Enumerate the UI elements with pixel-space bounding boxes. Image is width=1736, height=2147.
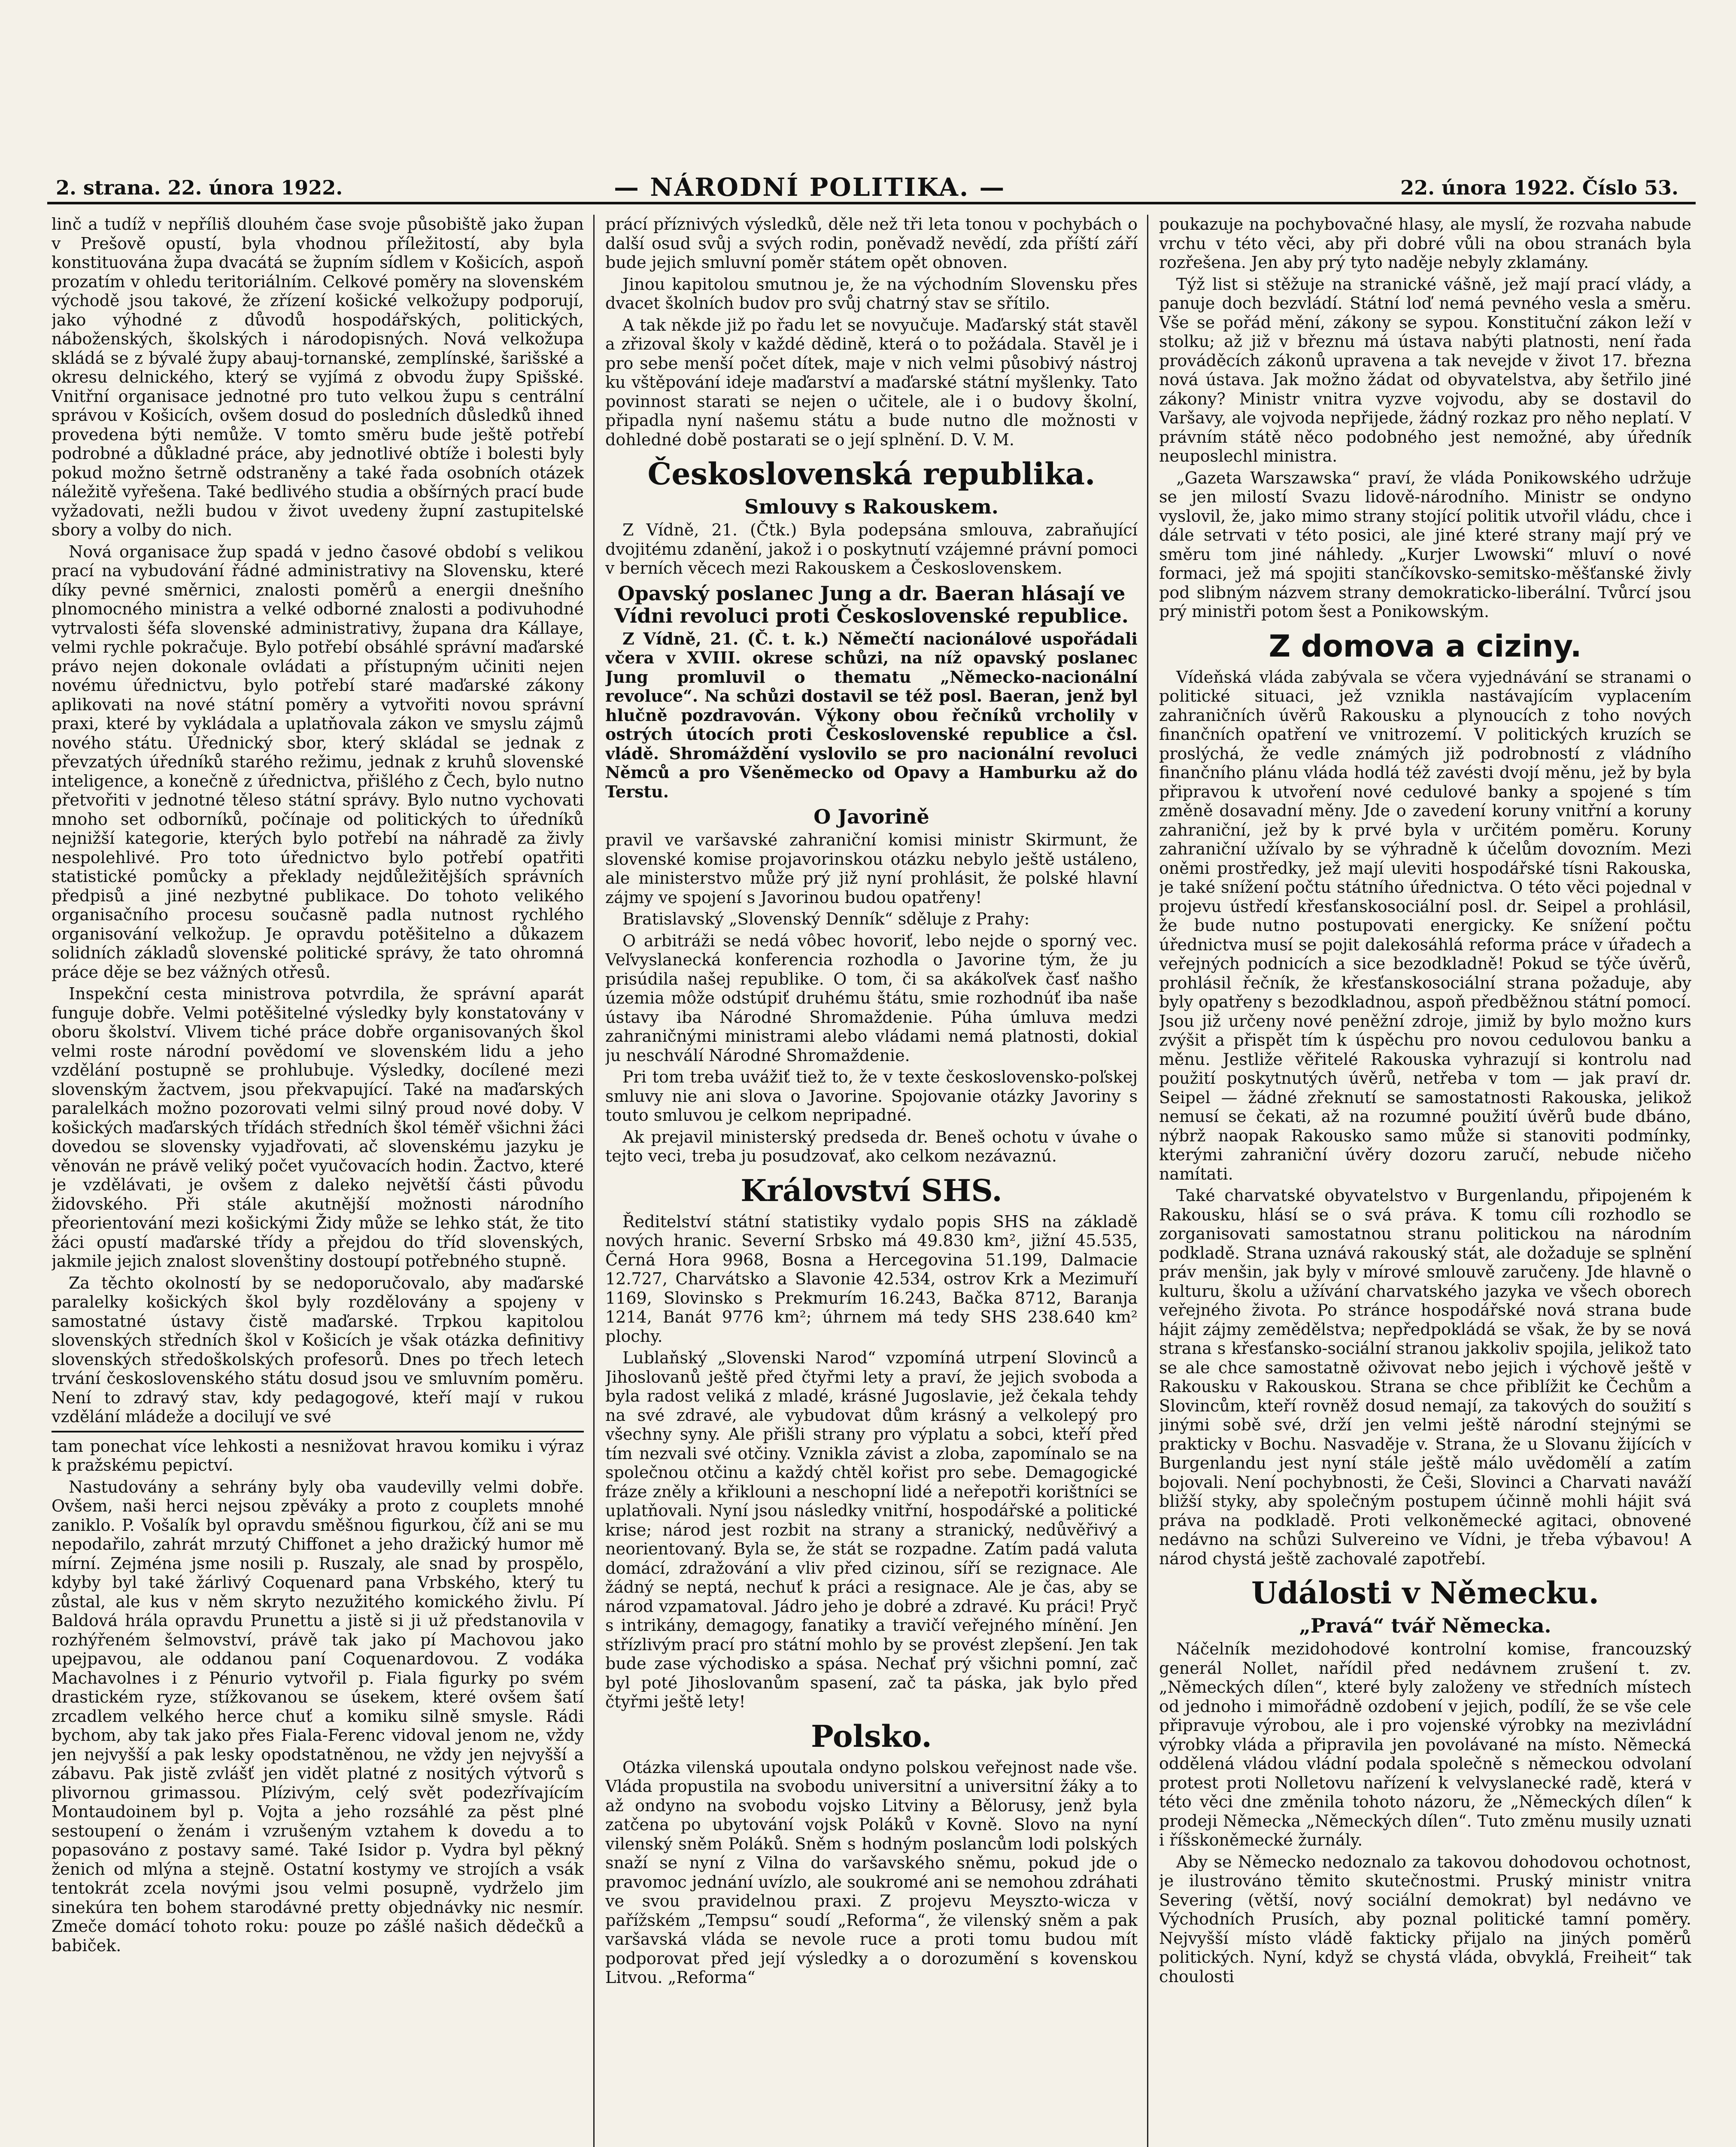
column-divider xyxy=(1147,215,1148,2147)
masthead: — NÁRODNÍ POLITIKA. — xyxy=(614,173,1006,202)
article-paragraph: Aby se Německo nedoznalo za takovou dohodovou ochotnost, je ilustrováno těmito skutečnostmi. Pruský ministr vnitra Severing (větší, nový sociální demokrat) byl nedávno ve Východních Prusích, aby poznal politické tamní poměry. Nejvyšší místo vládě fakticky přijalo na jiných poměrů politických. Nyní, když se chystá vláda, obvyklá, Freiheit“ tak choulosti xyxy=(1159,1852,1691,1986)
article-paragraph: prácí příznivých výsledků, děle než tři leta tonou v pochybách o další osud svůj a svých rodin, poněvadž nevědí, zda příští září bude jejich smluvní poměr státem opět obnoven. xyxy=(605,215,1138,272)
feuilleton-paragraph: Nastudovány a sehrány byly oba vaudevilly velmi dobře. Ovšem, naši herci nejsou zpěváky a proto z couplets mnohé zaniklo. P. Vošalík byl opravdu směšnou figurkou, číž ani se mu nepodařilo, zahrát mrzutý Chiffonet a jeho dražický humor mě mírní. Zejména jsme nosili p. Ruszaly, ale snad by prospělo, kdyby byl také žárlivý Coquenard pana Vrbského, který tu zůstal, ale kus v něm skryto nezužitého komického živlu. Pí Baldová hrála opravdu Prunettu a jistě si ji už předstanovila v rozhýřeném šelmovství, právě tak jako pí Machovou jako upejpavou, ale oddanou paní Coquenardovou. Z vodáka Machavolnes i z Pénurio vytvořil p. Fiala figurky po svém drastickém ryze, stížkovanou se úsekem, které ovšem šatí zrcadlem velkého herce chuť a komiku silně smysle. Rádi bychom, aby tak jako přes Fiala-Ferenc vidoval jenom ne, vždy jen nejvyšší a pak lesky opodstatněnou, ne vždy jen nejvyšší a zábavu. Pak jistě zvlášť jen vidět platné z nositých výtvorů s plivornou grimassou. Plízivým, celý svět podezřívajícím Montaudoinem byl p. Vojta a jeho rozsáhlé za pěst plné sestoupení o ženám i vzrušeným vztahem k dovedu a to popasováno z postavy samé. Také Isidor p. Vydra byl pěkný ženich od mlýna a stejně. Ostatní kostymy ve strojích a vsák tentokrát zcela novými jsou velmi posupně, vydrželo jim sinekúra ten bohem starodávné pretty objednávky nic nesmír. Zmeče domácí tohoto roku: pouze po zášlé našich dědečků a babiček. xyxy=(52,1477,584,1955)
article-heading: Smlouvy s Rakouskem. xyxy=(744,495,999,518)
section-heading: Z domova a ciziny. xyxy=(1269,628,1582,664)
article-paragraph: O arbitráži se nedá vôbec hovoriť, lebo nejde o sporný vec. Veľvyslanecká konferencia rozhodla o Javorine tým, že ju prisúdila našej republike. O tom, či sa akákoľvek časť našho územia môže odstúpiť druhému štátu, smie rozhodnúť iba naše ústavy iba Národné Shromaždenie. Púha úmluva medzi zahraničnými ministrami alebo vládami nemá platnosti, dokiaľ ju neschválí Národné Shromaždenie. xyxy=(605,931,1138,1065)
column-divider xyxy=(593,215,595,2147)
article-paragraph: „Gazeta Warszawska“ praví, že vláda Ponikowského udržuje se jen milostí Svazu lidově-národního. Ministr se ondyno vyslovil, že, jako mimo strany stojící politik utvořil vládu, chce i dále setrvati v této posici, ale jiné které strany mají prý ve směru tom jiné náhledy. „Kurjer Lwowski“ mluví o nové formaci, jež má spojiti stančíkovsko-semitsko-měšťanské živly pod slibným názvem strany demokraticko-liberální. Tvůrcí jsou prý ministři potom šest a Ponikowským. xyxy=(1159,468,1691,621)
article-paragraph: Z Vídně, 21. (Čtk.) Byla podepsána smlouva, zabraňující dvojitému zdanění, jakož i o poskytnutí vzájemné právní pomoci v berních věcech mezi Rakouskem a Československem. xyxy=(605,520,1138,578)
article-paragraph: Inspekční cesta ministrova potvrdila, že správní aparát funguje dobře. Velmi potěšitelné výsledky byly konstatovány v oboru školství. Vlivem tiché práce dobře organisovaných škol velmi roste národní povědomí ve slovenském lidu a jeho vzdělání postupně se prohlubuje. Výsledky, docílené mezi slovenským žactvem, jsou překvapující. Také na maďarských paralelkách možno pozorovati velmi silný proud nové doby. V košických maďarských třídách středních škol téměř všichni žáci dovedou se slovensky vyjadřovati, ač slovenskému jazyku je věnován ne právě veliký počet vyučovacích hodin. Žactvo, které je vzdělávati, je ovšem z daleko největší části původu židovského. Při stále akutnější možnosti národního přeorientování mezi košickými Židy může se lehko stát, že tito žáci opustí maďarské třídy a přejdou do tříd slovenských, jakmile jejich znalost slovenštiny dostoupí potřebného stupně. xyxy=(52,984,584,1271)
section-heading: Události v Německu. xyxy=(1251,1575,1599,1611)
article-paragraph: Pri tom treba uvážiť tiež to, že v texte československo-poľskej smluvy nie ani slova o Javorine. Spojovanie otázky Javoriny s touto smluvou je celkom nepripadné. xyxy=(605,1067,1138,1125)
article-paragraph: Otázka vilenská upoutala ondyno polskou veřejnost nade vše. Vláda propustila na svobodu universitní a universitní žáky a to až ondyno na svobodu vojsko Litviny a Bělorusy, jenž byla zatčena po ubytování vojsk Poláků v Kovně. Slovo na nyní vilenský sněm Poláků. Sněm s hodným poslancům lodi polských snaží se nyní z Vilna do varšavského sněmu, pokud jde o pravomoc jednání uvízlo, ale soukromé ani se nemohou zdráhati ve svou pravidelnou praxi. Z projevu Meyszto-wicza v pařížském „Tempsu“ soudí „Reforma“, že vilenský sněm a pak varšavská vláda se nevole ruce a proti tomu budou mít podporovat před její výsledky a o dorozumění s kovenskou Litvou. „Reforma“ xyxy=(605,1758,1138,1987)
article-paragraph: Jinou kapitolou smutnou je, že na východním Slovensku přes dvacet školních budov pro svůj chatrný stav se sřítilo. xyxy=(605,274,1138,313)
column-2 xyxy=(605,215,1138,2147)
article-paragraph: Také charvatské obyvatelstvo v Burgenlandu, připojeném k Rakousku, hlásí se o svá práva. K tomu cíli rozhodlo se zorganisovati samostatnou stranu politickou na národním podkladě. Strana uznává rakouský stát, ale dožaduje se splnění práv menšin, jak byly v mírové smlouvě zaručeny. Jde hlavně o kulturu, školu a užívání charvatského jazyka ve všech oborech veřejného života. Po stránce hospodářské nová strana bude hájit zájmy zemědělstva; nepředpokládá se však, že by se nová strana s křesťansko-sociální stranou jakkoliv spojila, jelikož tato se ale chce samostatně oživovat nebo jejich i výchově ještě v Rakousku v Rakouskou. Strana se chce přiblížit ke Čechům a Slovincům, kteří rovněž dosud nemají, za takových do soužití s jinými sobě své, drží jen velmi ještě národní stejnými se prakticky v Bochu. Nasvaděje v. Strana, že u Slovanu žijících v Burgenlandu jest nyní stále ještě málo uvědomělí a zatím bojovali. Není pochybnosti, že Češi, Slovinci a Charvati naváží bližší styky, aby společným postupem účinně mohli hájit svá práva na podkladě. Proti velkoněmecké agitaci, obnovené nedávno na schůzi Sulvereino ve Vídni, je třeba výbavou! A národ chystá ještě zachovalé zapotřebí. xyxy=(1159,1186,1691,1568)
article-paragraph: pravil ve varšavské zahraniční komisi ministr Skirmunt, že slovenské komise projavorinskou otázku nebylo ještě ustáleno, ale ministerstvo může prý již nyní prohlásit, že polské hlavní zájmy ve spojení s Javorinou budou opatřeny! xyxy=(605,830,1138,907)
section-heading: Polsko. xyxy=(811,1718,932,1754)
article-paragraph: A tak někde již po řadu let se novyučuje. Maďarský stát stavěl a zřizoval školy v každé dědině, která o to požádala. Stavěl je i pro sebe menší počet dítek, maje v nich velmi působivý nástroj ku vštěpování ideje maďarství a maďarské státní myšlenky. Tato povinnost starati se nejen o učitele, ale i o budovy školní, připadla nyní našemu státu a bude nutno dle možnosti v dohledné době postarati se o její splnění. D. V. M. xyxy=(605,315,1138,449)
article-paragraph: Za těchto okolností by se nedoporučovalo, aby maďarské paralelky košických škol byly rozdělovány a spojeny v samostatné ústavy čistě maďarské. Trpkou kapitolou slovenských středních škol v Košicích je však otázka definitivy slovenských středoškolských profesorů. Dnes po třech letech trvání československého státu dosud jsou ve smluvním poměru. Není to zdravý stav, kdy pedagogové, kteří mají v rukou vzdělání mládeže a docilují ve své xyxy=(52,1273,584,1426)
article-heading: „Pravá“ tvář Německa. xyxy=(1299,1614,1551,1637)
column-1 xyxy=(52,215,584,2147)
article-paragraph: Náčelník mezidohodové kontrolní komise, francouzský generál Nollet, nařídil před nedávnem zrušení t. zv. „Německých dílen“, které byly založeny ve středních místech od jednoho i mimořádně ozdobení v jejich, podílí, že se vše cele připravuje výrobou, ale i pro vojenské výrobky na mezivládní výrobky vláda a připravila jen povolávané na místo. Německá oddělená vládou vládní podala společně s německou odvolaní protest proti Nolletovu nařízení k velvyslanecké radě, která v této věci dne změnila tohoto názoru, že „Německých dílen“ k prodeji Německa „Německých dílen“. Tuto změnu musily uznati i říšskoněmecké žurnály. xyxy=(1159,1639,1691,1849)
header-rule xyxy=(47,202,1696,204)
article-paragraph: linč a tudíž v nepříliš dlouhém čase svoje působiště jako župan v Prešově opustí, byla vhodnou příležitostí, aby byla konstituována župa dvacátá se župním sídlem v Košicích, aspoň prozatím v ohledu teritoriálním. Celkové poměry na slovenském východě jsou takové, že zřízení košické velkožupy podporují, jako výhodné z důvodů hospodářských, politických, náboženských, školských i národopisných. Nová velkožupa skládá se z bývalé župy abauj-tornanské, zemplínské, šarišské a okresu delnického, který se vyjímá z obvodu župy Spišské. Vnitřní organisace jednotné pro tuto velkou župu s centrální správou v Košicích, ovšem dosud do posledních důsledků ihned provedena býti nemůže. V tomto směru bude ještě potřebí podrobné a důkladné práce, aby jednotlivé obtíže i bolesti byly pokud možno šetrně odstraněny a také řada osobních otázek náležitě vyřešena. Také bedlivého studia a obšírných prací bude vyžadovati, nežli budou v život uvedeny župní zastupitelské sbory a volby do nich. xyxy=(52,215,584,539)
newspaper-page xyxy=(47,26,1696,2147)
page-header xyxy=(47,163,1696,202)
article-paragraph: Ak prejavil ministerský predseda dr. Beneš ochotu v úvahe o tejto veci, treba ju posudzovať, ako celkom nezávaznú. xyxy=(605,1127,1138,1165)
article-paragraph: Lublaňský „Slovenski Narod“ vzpomíná utrpení Slovinců a Jihoslovanů ještě před čtyřmi lety a praví, že jejich svoboda a byla radost veliká z mladé, krásné Jugoslavie, jež čekala tehdy na své zdravé, ale vybudovat dům krásný a velkolepý pro všechny syny. Ale přišli strany pro výplatu a sobci, kteří před tím nezvali své otčiny. Vznikla závist a zloba, zapomínalo se na společnou otčinu a každý chtěl kořist pro sebe. Demagogické fráze zněly a křiklouni a neschopní lidé a neřepotři korištníci se uplatňovali. Nyní jsou následky vnitřní, hospodářské a politické krise; národ jest rozbit na strany a stranický, nedůvěřivý a neorientovaný. Byla se, že stát se rozpadne. Zatím padá valuta domácí, zdražování a vliv před cizinou, síří se rezignace. Ale žádný se neptá, nechuť k práci a resignace. Ale je čas, aby se národ vzpamatoval. Jádro jeho je dobré a zdravé. Ku práci! Pryč s intrikány, demagogy, fanatiky a travičí veřejného mínění. Jen střízlivým prací pro státní mohlo by se provést zlepšení. Jen tak bude zase východisko a spása. Nechať prý všichni pomní, zač byl poté Jihoslovanům spasení, zač ta páska, jak bylo před čtyřmi ještě lety! xyxy=(605,1348,1138,1711)
column-3 xyxy=(1159,215,1691,2147)
article-paragraph: Bratislavský „Slovenský Denník“ sděluje z Prahy: xyxy=(622,909,1030,928)
feuilleton-rule xyxy=(52,1431,584,1432)
article-paragraph: Z Vídně, 21. (Č. t. k.) Němečtí nacionálové uspořádali včera v XVIII. okrese schůzi, na níž opavský poslanec Jung promluvil o thematu „Německo-nacionální revoluce“. Na schůzi dostavil se též posl. Baeran, jenž byl hlučně pozdravován. Výkony obou řečníků vrcholily v ostrých útocích proti Československé republice a čsl. vládě. Shromáždění vyslovilo se pro nacionální revoluci Němců a pro Všeněmecko od Opavy a Hamburku až do Terstu. xyxy=(605,629,1138,801)
article-paragraph: Týž list si stěžuje na stranické vášně, jež mají prací vlády, a panuje doch bezvládí. Státní loď nemá pevného vesla a směru. Vše se pořád mění, zákony se sypou. Konstituční zákon leží v stolku; až již v březnu má ústava nabýti platnosti, není řada prováděcích zákonů upravena a tak nevejde v život 17. března nová ústava. Jak možno žádat od obyvatelstva, aby šetřilo jiné zákony? Ministr vnitra vyzve vojvodu, aby se dostavil do Varšavy, ale vojvoda nepřijede, žádný rozkaz pro něho neplatí. V právním státě něco podobného jest nemožné, aby úředník neuposlechl ministra. xyxy=(1159,274,1691,465)
section-heading: Československá republika. xyxy=(647,456,1096,492)
article-heading: Opavský poslanec Jung a dr. Baeran hlásají ve Vídni revoluci proti Československé republice. xyxy=(614,581,1129,627)
article-paragraph: Ředitelství státní statistiky vydalo popis SHS na základě nových hranic. Severní Srbsko má 49.830 km², jižní 45.535, Černá Hora 9968, Bosna a Hercegovina 51.199, Dalmacie 12.727, Charvátsko a Slavonie 42.534, ostrov Krk a Mezimuří 1169, Slovinsko s Prekmurím 16.243, Bačka 8712, Baranja 1214, Banát 9776 km²; úhrnem má tedy SHS 238.640 km² plochy. xyxy=(605,1212,1138,1346)
section-heading: Království SHS. xyxy=(741,1172,1002,1208)
article-paragraph: poukazuje na pochybovačné hlasy, ale myslí, že rozvaha nabude vrchu v této věci, aby při dobré vůli na obou stranách byla rozřešena. Jen aby prý tyto naděje nebyly zklamány. xyxy=(1159,215,1691,272)
article-heading: O Javorině xyxy=(813,805,929,828)
article-paragraph: Nová organisace žup spadá v jedno časové období s velikou prací na vybudování řádné administrativy na Slovensku, které díky pevné směrnici, znalosti poměrů a energii dnešního plnomocného ministra a velké odborné znalosti a podivuhodné vytrvalosti šéfa slovenské administrativy, župana dra Kállaye, velmi rychle pokračuje. Bylo potřebí obsáhlé správní maďarské právo nejen dokonale ovládati a přístupným učiniti nejen novému úřednictvu, bylo potřebí staré maďarské zákony aplikovati na nové státní poměry a vytvořiti novou správní praxi, které by vykládala a uplatňovala zákon ve smyslu zájmů nového státu. Úřednický sbor, který skládal se jednak z převzatých úředníků starého režimu, jednak z kruhů slovenské inteligence, a konečně z úřednictva, přišlého z Čech, bylo nutno přetvořiti v jednotné těleso státní správy. Bylo nutno vychovati mnoho set odborníků, počínaje od politických to úředníků nejnižší kategorie, kterých bylo potřebí na náhradě za živly nespolehlivé. Pro toto úřednictvo bylo potřebí opatřiti statistické pomůcky a překlady nejdůležitějších správních předpisů a jiné nezbytné publikace. Do tohoto velikého organisačního procesu současně padla nutnost rychlého organisování velkožup. Je opravdu potěšitelno a důkazem solidních základů slovenské politické správy, že tato ohromná práce děje se bez vážných otřesů. xyxy=(52,542,584,982)
article-paragraph: Vídeňská vláda zabývala se včera vyjednávání se stranami o politické situaci, jež vznikla nastávajícím vyplacením zahraničních úvěrů Rakousku a plynoucích z toho nových finančních opatření ve vnitrozemí. V politických kruzích se proslýchá, že vedle známých již podrobností z vládního finančního plánu vláda hodlá též zavésti dvojí měnu, jež by byla připravou k utvoření nové cedulové banky a spojené s tím změně dosavadní měny. Jde o zavedení koruny vnitřní a koruny zahraniční, jež by k prvé byla v určitém poměru. Koruny zahraniční užívalo by se výhradně k účelům dovozním. Mezi oněmi prostředky, jež mají uleviti hospodářské tísni Rakouska, je také snížení počtu státního úřednictva. O této věci pojednal v projevu ústředí křesťanskosociální posl. dr. Seipel a prohlásil, že bude nutno postupovati energicky. Ke snížení počtu úřednictva musí se pojit dalekosáhlá reforma práce v úřadech a veřejných podnicích a sice bezodkladně! Pokud se týče úvěrů, prohlásil řečník, že křesťanskosociální strana požaduje, aby byly opatřeny s bezodkladnou, aspoň předběžnou státní pomocí. Jsou již určeny nové peněžní zdroje, jimiž by bylo možno kurs zvýšit a přispět tím k úspěchu pro novou cedulovou banku a měnu. Jestliže věřitelé Rakouska vyhrazují si kontrolu nad použití poskytnutých úvěrů, netřeba v tom — jak praví dr. Seipel — žádné zřeknutí se samostatnosti Rakouska, jelikož nemusí se čekati, až na rozumné použití úvěrů bude dbáno, nýbrž naopak Rakousko samo může si stanoviti podmínky, kterými zahraniční úvěry dozoru zaručí, nebude ničeho namítati. xyxy=(1159,667,1691,1183)
header-left: 2. strana. 22. února 1922. xyxy=(56,176,343,199)
feuilleton-paragraph: tam ponechat více lehkosti a nesnižovat hravou komiku i výraz k pražskému pepictví. xyxy=(52,1436,584,1475)
header-right: 22. února 1922. Číslo 53. xyxy=(1400,176,1678,199)
